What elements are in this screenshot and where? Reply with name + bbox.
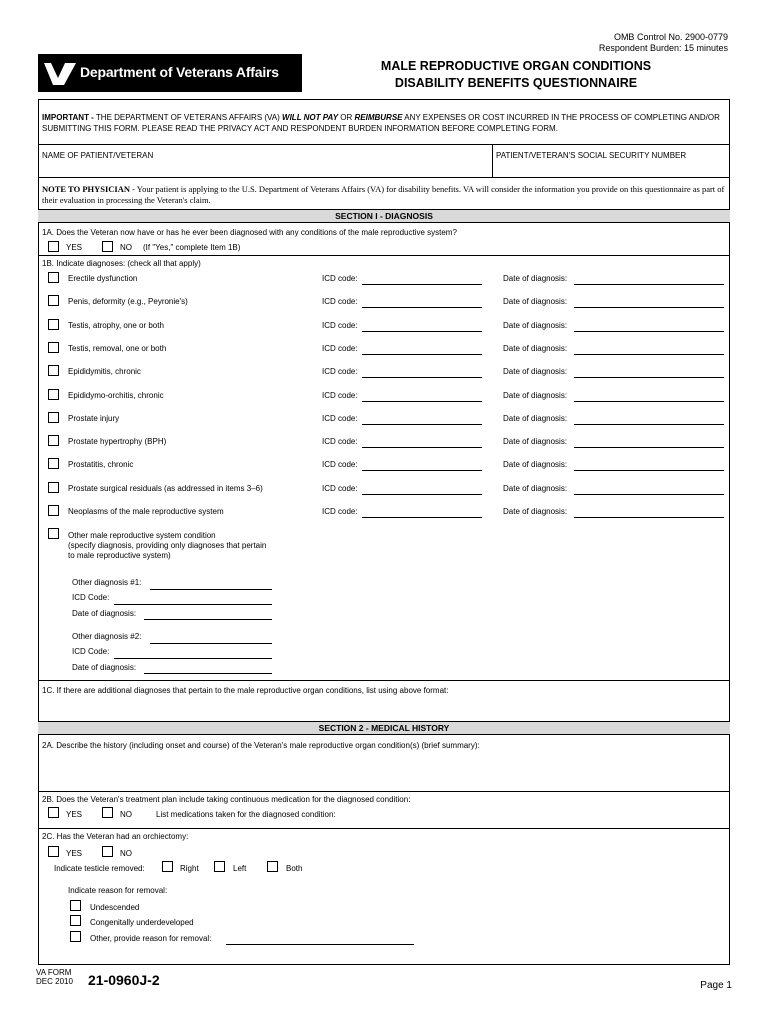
q1a-yes-label: YES: [66, 243, 83, 252]
diagnosis-label: Prostatitis, chronic: [68, 460, 134, 469]
note-lead: NOTE TO PHYSICIAN: [42, 184, 131, 194]
testicle-removed-label: Indicate testicle removed:: [54, 864, 145, 873]
q2b-yes-checkbox[interactable]: [48, 807, 59, 818]
diagnosis-label: Prostate surgical residuals (as addressed in items 3–6): [68, 484, 263, 493]
reimburse: REIMBURSE: [354, 113, 403, 122]
date-of-diagnosis-label: Date of diagnosis:: [503, 344, 568, 353]
date-of-diagnosis-label: Date of diagnosis:: [503, 274, 568, 283]
left-label: Left: [233, 864, 247, 873]
diagnosis-checkbox[interactable]: [48, 389, 59, 400]
diagnosis-label: Neoplasms of the male reproductive system: [68, 507, 224, 516]
date-of-diagnosis-label: Date of diagnosis:: [503, 321, 568, 330]
date-of-diagnosis-field[interactable]: [574, 470, 724, 471]
divider: [38, 177, 730, 178]
q2a-field[interactable]: [40, 753, 728, 789]
question-2c: 2C. Has the Veteran had an orchiectomy:: [42, 832, 189, 841]
question-1b: 1B. Indicate diagnoses: (check all that apply): [42, 259, 201, 268]
icd-code-field[interactable]: [362, 354, 482, 355]
icd-code-label: ICD code:: [322, 321, 358, 330]
diagnosis-checkbox[interactable]: [48, 342, 59, 353]
date-of-diagnosis-label: Date of diagnosis:: [503, 391, 568, 400]
q1a-yes-checkbox[interactable]: [48, 241, 59, 252]
right-checkbox[interactable]: [162, 861, 173, 872]
divider: [38, 255, 730, 256]
icd-code-field[interactable]: [362, 494, 482, 495]
va-logo: [38, 54, 302, 92]
section-1-heading: SECTION I - DIAGNOSIS: [38, 209, 730, 223]
omb-control-number: OMB Control No. 2900-0779: [613, 32, 728, 42]
other-1-date-label: Date of diagnosis:: [72, 609, 137, 618]
omb-info: [599, 32, 728, 54]
ssn-field[interactable]: [494, 161, 728, 175]
both-label: Both: [286, 864, 303, 873]
date-of-diagnosis-label: Date of diagnosis:: [503, 297, 568, 306]
agency-name: Department of Veterans Affairs: [80, 64, 279, 80]
va-emblem-icon: [42, 58, 78, 88]
will-not-pay: WILL NOT PAY: [282, 113, 339, 122]
divider: [492, 144, 493, 177]
q2b-list-label: List medications taken for the diagnosed condition:: [156, 810, 336, 819]
divider: [38, 791, 730, 792]
title-line-1: MALE REPRODUCTIVE ORGAN CONDITIONS: [380, 59, 652, 73]
q2b-no-label: NO: [120, 810, 132, 819]
reason-for-removal-label: Indicate reason for removal:: [68, 886, 168, 895]
title-line-2: DISABILITY BENEFITS QUESTIONNAIRE: [394, 76, 638, 90]
q2c-no-label: NO: [120, 849, 132, 858]
other-condition-checkbox[interactable]: [48, 528, 59, 539]
important-or: OR: [338, 113, 355, 122]
date-of-diagnosis-field[interactable]: [574, 377, 724, 378]
icd-code-label: ICD code:: [322, 437, 358, 446]
icd-code-label: ICD code:: [322, 484, 358, 493]
date-of-diagnosis-field[interactable]: [574, 517, 724, 518]
diagnosis-checkbox[interactable]: [48, 295, 59, 306]
icd-code-field[interactable]: [362, 447, 482, 448]
other-diagnosis-1-label: Other diagnosis #1:: [72, 578, 142, 587]
question-1a: 1A. Does the Veteran now have or has he ever been diagnosed with any conditions of the male reproductive system?: [42, 228, 457, 237]
other-diagnosis-2-field[interactable]: [150, 643, 272, 644]
q2c-yes-label: YES: [66, 849, 83, 858]
right-label: Right: [180, 864, 199, 873]
reason-undescended-checkbox[interactable]: [70, 900, 81, 911]
diagnosis-checkbox[interactable]: [48, 365, 59, 376]
icd-code-label: ICD code:: [322, 414, 358, 423]
question-2b: 2B. Does the Veteran's treatment plan include taking continuous medication for the diagnosed condition:: [42, 795, 411, 804]
date-of-diagnosis-field[interactable]: [574, 284, 724, 285]
reason-congenital-checkbox[interactable]: [70, 915, 81, 926]
reason-other-label: Other, provide reason for removal:: [90, 934, 212, 943]
date-of-diagnosis-field[interactable]: [574, 447, 724, 448]
divider: [38, 680, 730, 681]
form-version: [36, 968, 73, 986]
patient-name-label: NAME OF PATIENT/VETERAN: [42, 151, 154, 160]
date-of-diagnosis-field[interactable]: [574, 331, 724, 332]
diagnosis-checkbox[interactable]: [48, 505, 59, 516]
both-checkbox[interactable]: [267, 861, 278, 872]
other-1-icd-field[interactable]: [114, 604, 272, 605]
form-title: [302, 54, 730, 92]
icd-code-label: ICD code:: [322, 367, 358, 376]
diagnosis-checkbox[interactable]: [48, 482, 59, 493]
question-1c: 1C. If there are additional diagnoses that pertain to the male reproductive organ conditions, list using above format:: [42, 686, 449, 695]
icd-code-label: ICD code:: [322, 507, 358, 516]
other-2-date-label: Date of diagnosis:: [72, 663, 137, 672]
date-of-diagnosis-field[interactable]: [574, 401, 724, 402]
q1c-field[interactable]: [40, 697, 728, 719]
diagnosis-label: Epididymitis, chronic: [68, 367, 141, 376]
respondent-burden: Respondent Burden: 15 minutes: [598, 43, 728, 53]
diagnosis-checkbox[interactable]: [48, 272, 59, 283]
left-checkbox[interactable]: [214, 861, 225, 872]
date-of-diagnosis-field[interactable]: [574, 494, 724, 495]
reason-congenital-label: Congenitally underdeveloped: [90, 918, 194, 927]
icd-code-field[interactable]: [362, 284, 482, 285]
reason-other-checkbox[interactable]: [70, 931, 81, 942]
icd-code-field[interactable]: [362, 424, 482, 425]
va-form-label: VA FORM: [36, 968, 72, 977]
diagnosis-checkbox[interactable]: [48, 412, 59, 423]
divider: [38, 144, 730, 145]
diagnosis-checkbox[interactable]: [48, 319, 59, 330]
note-to-physician: [42, 184, 726, 206]
note-text: - Your patient is applying to the U.S. Department of Veterans Affairs (VA) for disability benefits. VA will consider the information you provide on this questionnaire as part of their evaluation in processing the Veteran's claim.: [42, 184, 725, 205]
q1a-no-label: NO: [120, 243, 132, 252]
q2c-no-checkbox[interactable]: [102, 846, 113, 857]
date-of-diagnosis-label: Date of diagnosis:: [503, 460, 568, 469]
icd-code-field[interactable]: [362, 331, 482, 332]
other-2-date-field[interactable]: [144, 673, 272, 674]
diagnosis-label: Penis, deformity (e.g., Peyronie's): [68, 297, 188, 306]
other-condition-line-1: Other male reproductive system condition: [68, 531, 216, 540]
diagnosis-label: Prostate injury: [68, 414, 120, 423]
other-diagnosis-2-label: Other diagnosis #2:: [72, 632, 142, 641]
important-text-2: ANY EXPENSES OR COST INCURRED IN THE PROCESS OF COMPLETING AND/OR SUBMITTING THIS FORM. PLEASE READ THE PRIVACY ACT AND RESPONDENT BURDEN INFORMATION BEFORE COMPLETING FORM.: [42, 113, 720, 133]
date-of-diagnosis-label: Date of diagnosis:: [503, 414, 568, 423]
icd-code-label: ICD code:: [322, 460, 358, 469]
q1a-note: (If "Yes," complete Item 1B): [143, 243, 241, 252]
icd-code-label: ICD code:: [322, 391, 358, 400]
icd-code-field[interactable]: [362, 401, 482, 402]
date-of-diagnosis-label: Date of diagnosis:: [503, 367, 568, 376]
important-text-1: THE DEPARTMENT OF VETERANS AFFAIRS (VA): [93, 113, 283, 122]
other-condition-label: [68, 531, 266, 561]
other-1-date-field[interactable]: [144, 619, 272, 620]
question-2a: 2A. Describe the history (including onset and course) of the Veteran's male reproductive organ condition(s) (brief summary):: [42, 741, 480, 750]
page-number: Page 1: [700, 980, 732, 991]
form-date: DEC 2010: [36, 977, 73, 986]
date-of-diagnosis-field[interactable]: [574, 354, 724, 355]
reason-undescended-label: Undescended: [90, 903, 140, 912]
other-1-icd-label: ICD Code:: [72, 593, 110, 602]
important-lead: IMPORTANT -: [42, 113, 94, 122]
diagnosis-label: Prostate hypertrophy (BPH): [68, 437, 167, 446]
diagnosis-checkbox[interactable]: [48, 435, 59, 446]
other-condition-line-2: (specify diagnosis, providing only diagnoses that pertain: [68, 541, 267, 550]
other-diagnosis-1-field[interactable]: [150, 589, 272, 590]
diagnosis-label: Erectile dysfunction: [68, 274, 138, 283]
date-of-diagnosis-label: Date of diagnosis:: [503, 507, 568, 516]
icd-code-field[interactable]: [362, 377, 482, 378]
divider: [38, 828, 730, 829]
other-2-icd-label: ICD Code:: [72, 647, 110, 656]
date-of-diagnosis-label: Date of diagnosis:: [503, 437, 568, 446]
diagnosis-label: Testis, atrophy, one or both: [68, 321, 164, 330]
ssn-label: PATIENT/VETERAN'S SOCIAL SECURITY NUMBER: [496, 151, 687, 160]
diagnosis-label: Testis, removal, one or both: [68, 344, 167, 353]
icd-code-field[interactable]: [362, 517, 482, 518]
diagnosis-label: Epididymo-orchitis, chronic: [68, 391, 164, 400]
icd-code-label: ICD code:: [322, 274, 358, 283]
date-of-diagnosis-label: Date of diagnosis:: [503, 484, 568, 493]
icd-code-label: ICD code:: [322, 344, 358, 353]
important-notice: [42, 112, 726, 134]
diagnosis-checkbox[interactable]: [48, 458, 59, 469]
q2c-yes-checkbox[interactable]: [48, 846, 59, 857]
other-condition-line-3: to male reproductive system): [68, 551, 171, 560]
q2b-no-checkbox[interactable]: [102, 807, 113, 818]
form-number: 21-0960J-2: [88, 972, 160, 988]
q2b-yes-label: YES: [66, 810, 83, 819]
q1a-no-checkbox[interactable]: [102, 241, 113, 252]
icd-code-field[interactable]: [362, 470, 482, 471]
q2b-medications-field[interactable]: [360, 806, 726, 820]
date-of-diagnosis-field[interactable]: [574, 307, 724, 308]
date-of-diagnosis-field[interactable]: [574, 424, 724, 425]
other-2-icd-field[interactable]: [114, 658, 272, 659]
section-2-heading: SECTION 2 - MEDICAL HISTORY: [38, 721, 730, 735]
icd-code-label: ICD code:: [322, 297, 358, 306]
icd-code-field[interactable]: [362, 307, 482, 308]
reason-other-field[interactable]: [226, 944, 414, 945]
patient-name-field[interactable]: [40, 161, 490, 175]
